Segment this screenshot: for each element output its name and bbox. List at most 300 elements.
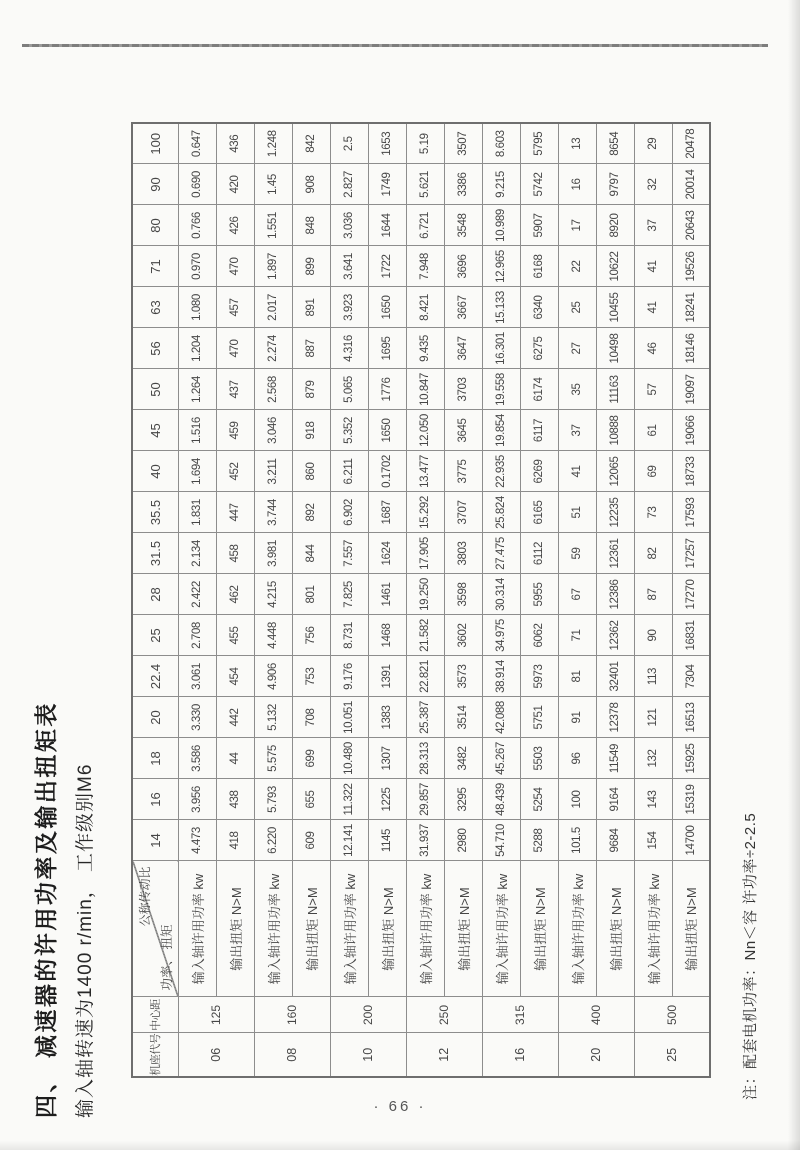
torque-value-cell: 459	[216, 410, 254, 451]
power-value-cell: 91	[558, 697, 596, 738]
torque-value-cell: 3645	[444, 410, 482, 451]
torque-row-label: 输出扭矩 N>M	[596, 861, 634, 997]
torque-value-cell: 470	[216, 328, 254, 369]
power-value-cell: 1.080	[178, 287, 216, 328]
ratio-header-cell: 63	[132, 287, 178, 328]
power-value-cell: 37	[558, 410, 596, 451]
power-value-cell: 3.046	[254, 410, 292, 451]
power-value-cell: 22.935	[482, 451, 520, 492]
torque-value-cell: 1307	[368, 738, 406, 779]
power-value-cell: 143	[634, 779, 672, 820]
power-value-cell: 28.313	[406, 738, 444, 779]
frame-code-cell: 12	[406, 1033, 482, 1077]
torque-value-cell: 11549	[596, 738, 634, 779]
frame-power-row	[254, 123, 292, 1077]
power-value-cell: 29	[634, 123, 672, 164]
power-value-cell: 0.690	[178, 164, 216, 205]
torque-value-cell: 5254	[520, 779, 558, 820]
torque-value-cell: 17593	[672, 492, 710, 533]
power-row-label: 输入轴许用功率 kw	[330, 861, 368, 997]
torque-value-cell: 6165	[520, 492, 558, 533]
power-row-label: 输入轴许用功率 kw	[558, 861, 596, 997]
power-value-cell: 69	[634, 451, 672, 492]
torque-value-cell: 3507	[444, 123, 482, 164]
torque-value-cell: 16831	[672, 615, 710, 656]
power-torque-table	[131, 122, 711, 1078]
power-value-cell: 3.956	[178, 779, 216, 820]
torque-value-cell: 6340	[520, 287, 558, 328]
torque-value-cell: 1391	[368, 656, 406, 697]
torque-value-cell: 1650	[368, 287, 406, 328]
power-value-cell: 3.981	[254, 533, 292, 574]
power-value-cell: 3.330	[178, 697, 216, 738]
power-value-cell: 0.647	[178, 123, 216, 164]
torque-row-label: 输出扭矩 N>M	[368, 861, 406, 997]
power-value-cell: 48.439	[482, 779, 520, 820]
power-row-label: 输入轴许用功率 kw	[406, 861, 444, 997]
power-value-cell: 19.250	[406, 574, 444, 615]
power-value-cell: 0.766	[178, 205, 216, 246]
torque-value-cell: 18241	[672, 287, 710, 328]
power-value-cell: 113	[634, 656, 672, 697]
torque-value-cell: 462	[216, 574, 254, 615]
torque-value-cell: 20643	[672, 205, 710, 246]
frame-power-row	[406, 123, 444, 1077]
torque-value-cell: 3647	[444, 328, 482, 369]
power-value-cell: 57	[634, 369, 672, 410]
power-value-cell: 1.264	[178, 369, 216, 410]
power-value-cell: 15.133	[482, 287, 520, 328]
torque-value-cell: 6168	[520, 246, 558, 287]
power-value-cell: 6.721	[406, 205, 444, 246]
torque-value-cell: 756	[292, 615, 330, 656]
power-value-cell: 37	[634, 205, 672, 246]
torque-value-cell: 16513	[672, 697, 710, 738]
power-value-cell: 38.914	[482, 656, 520, 697]
power-value-cell: 4.316	[330, 328, 368, 369]
power-value-cell: 9.176	[330, 656, 368, 697]
center-distance-cell: 500	[634, 997, 710, 1033]
frame-power-row	[330, 123, 368, 1077]
power-value-cell: 2.568	[254, 369, 292, 410]
ratio-header-cell: 22.4	[132, 656, 178, 697]
ratio-header-cell: 20	[132, 697, 178, 738]
power-value-cell: 16	[558, 164, 596, 205]
power-value-cell: 3.211	[254, 451, 292, 492]
corner-power-torque-label: 功率、 扭矩	[159, 924, 174, 991]
power-value-cell: 3.744	[254, 492, 292, 533]
torque-value-cell: 14700	[672, 820, 710, 861]
power-value-cell: 71	[558, 615, 596, 656]
power-value-cell: 10.480	[330, 738, 368, 779]
torque-value-cell: 447	[216, 492, 254, 533]
ratio-header-cell: 16	[132, 779, 178, 820]
torque-value-cell: 860	[292, 451, 330, 492]
power-value-cell: 11.322	[330, 779, 368, 820]
torque-value-cell: 18733	[672, 451, 710, 492]
power-row-label: 输入轴许用功率 kw	[634, 861, 672, 997]
torque-value-cell: 1650	[368, 410, 406, 451]
table-head	[132, 123, 178, 1077]
power-value-cell: 2.017	[254, 287, 292, 328]
torque-value-cell: 5907	[520, 205, 558, 246]
torque-value-cell: 437	[216, 369, 254, 410]
power-value-cell: 25	[558, 287, 596, 328]
power-value-cell: 5.132	[254, 697, 292, 738]
power-value-cell: 8.731	[330, 615, 368, 656]
torque-value-cell: 3295	[444, 779, 482, 820]
torque-value-cell: 8920	[596, 205, 634, 246]
power-value-cell: 9.215	[482, 164, 520, 205]
power-row-label: 输入轴许用功率 kw	[178, 861, 216, 997]
torque-value-cell: 655	[292, 779, 330, 820]
power-value-cell: 41	[558, 451, 596, 492]
torque-value-cell: 15925	[672, 738, 710, 779]
torque-value-cell: 9164	[596, 779, 634, 820]
power-value-cell: 3.641	[330, 246, 368, 287]
torque-value-cell: 879	[292, 369, 330, 410]
power-value-cell: 41	[634, 246, 672, 287]
power-value-cell: 42.088	[482, 697, 520, 738]
torque-value-cell: 891	[292, 287, 330, 328]
page-subtitle: 输入轴转速为1400 r/min， 工作级别M6	[75, 763, 96, 1118]
power-value-cell: 4.448	[254, 615, 292, 656]
torque-value-cell: 19526	[672, 246, 710, 287]
power-value-cell: 1.516	[178, 410, 216, 451]
power-value-cell: 7.557	[330, 533, 368, 574]
torque-value-cell: 3707	[444, 492, 482, 533]
power-value-cell: 5.19	[406, 123, 444, 164]
power-value-cell: 2.134	[178, 533, 216, 574]
torque-value-cell: 6174	[520, 369, 558, 410]
ratio-header-cell: 50	[132, 369, 178, 410]
torque-value-cell: 2980	[444, 820, 482, 861]
torque-value-cell: 44	[216, 738, 254, 779]
center-distance-cell: 125	[178, 997, 254, 1033]
torque-value-cell: 6269	[520, 451, 558, 492]
corner-cell	[132, 861, 178, 997]
torque-value-cell: 1644	[368, 205, 406, 246]
torque-value-cell: 699	[292, 738, 330, 779]
torque-value-cell: 5955	[520, 574, 558, 615]
power-value-cell: 3.061	[178, 656, 216, 697]
power-value-cell: 4.215	[254, 574, 292, 615]
ratio-header-cell: 71	[132, 246, 178, 287]
ratio-header-cell: 90	[132, 164, 178, 205]
torque-value-cell: 12362	[596, 615, 634, 656]
torque-value-cell: 15319	[672, 779, 710, 820]
power-value-cell: 1.897	[254, 246, 292, 287]
power-value-cell: 5.065	[330, 369, 368, 410]
power-value-cell: 6.220	[254, 820, 292, 861]
frame-code-cell: 25	[634, 1033, 710, 1077]
torque-value-cell: 1776	[368, 369, 406, 410]
power-value-cell: 27	[558, 328, 596, 369]
torque-value-cell: 32401	[596, 656, 634, 697]
torque-value-cell: 10498	[596, 328, 634, 369]
power-value-cell: 1.248	[254, 123, 292, 164]
torque-value-cell: 1383	[368, 697, 406, 738]
torque-value-cell: 899	[292, 246, 330, 287]
torque-value-cell: 1468	[368, 615, 406, 656]
power-value-cell: 1.551	[254, 205, 292, 246]
torque-value-cell: 1225	[368, 779, 406, 820]
torque-value-cell: 1624	[368, 533, 406, 574]
power-row-label: 输入轴许用功率 kw	[482, 861, 520, 997]
power-value-cell: 13	[558, 123, 596, 164]
torque-row-label: 输出扭矩 N>M	[672, 861, 710, 997]
torque-value-cell: 908	[292, 164, 330, 205]
torque-row-label: 输出扭矩 N>M	[216, 861, 254, 997]
torque-value-cell: 19097	[672, 369, 710, 410]
ratio-header-cell: 40	[132, 451, 178, 492]
table-header-row	[132, 123, 178, 1077]
frame-power-row	[178, 123, 216, 1077]
torque-value-cell: 418	[216, 820, 254, 861]
power-value-cell: 1.45	[254, 164, 292, 205]
torque-value-cell: 609	[292, 820, 330, 861]
torque-value-cell: 3573	[444, 656, 482, 697]
torque-value-cell: 753	[292, 656, 330, 697]
power-value-cell: 7.948	[406, 246, 444, 287]
power-value-cell: 15.292	[406, 492, 444, 533]
ratio-header-cell: 28	[132, 574, 178, 615]
frame-code-header: 机座代号	[132, 1033, 178, 1077]
center-distance-cell: 160	[254, 997, 330, 1033]
power-value-cell: 3.036	[330, 205, 368, 246]
torque-value-cell: 438	[216, 779, 254, 820]
table-body	[178, 123, 710, 1077]
frame-power-row	[558, 123, 596, 1077]
torque-value-cell: 844	[292, 533, 330, 574]
power-value-cell: 6.211	[330, 451, 368, 492]
torque-value-cell: 892	[292, 492, 330, 533]
power-value-cell: 87	[634, 574, 672, 615]
footnote: 注：配套电机功率：Nn＜容 许功率÷2-2.5	[742, 812, 759, 1100]
power-value-cell: 2.827	[330, 164, 368, 205]
power-value-cell: 25.387	[406, 697, 444, 738]
frame-power-row	[482, 123, 520, 1077]
torque-value-cell: 20014	[672, 164, 710, 205]
power-value-cell: 22.821	[406, 656, 444, 697]
power-value-cell: 5.621	[406, 164, 444, 205]
torque-value-cell: 442	[216, 697, 254, 738]
frame-torque-row	[672, 123, 710, 1077]
center-distance-cell: 200	[330, 997, 406, 1033]
power-value-cell: 7.825	[330, 574, 368, 615]
torque-value-cell: 5973	[520, 656, 558, 697]
torque-value-cell: 436	[216, 123, 254, 164]
torque-value-cell: 426	[216, 205, 254, 246]
power-value-cell: 29.857	[406, 779, 444, 820]
frame-torque-row	[520, 123, 558, 1077]
torque-value-cell: 6117	[520, 410, 558, 451]
torque-value-cell: 1461	[368, 574, 406, 615]
torque-value-cell: 458	[216, 533, 254, 574]
power-value-cell: 13.477	[406, 451, 444, 492]
ratio-header-cell: 31.5	[132, 533, 178, 574]
power-value-cell: 73	[634, 492, 672, 533]
power-value-cell: 59	[558, 533, 596, 574]
torque-value-cell: 1145	[368, 820, 406, 861]
center-distance-cell: 315	[482, 997, 558, 1033]
power-value-cell: 12.050	[406, 410, 444, 451]
power-value-cell: 4.473	[178, 820, 216, 861]
page-title: 四、 减速器的许用功率及输出扭矩表	[33, 701, 59, 1118]
power-value-cell: 35	[558, 369, 596, 410]
torque-value-cell: 1722	[368, 246, 406, 287]
torque-value-cell: 17270	[672, 574, 710, 615]
torque-value-cell: 842	[292, 123, 330, 164]
power-value-cell: 67	[558, 574, 596, 615]
torque-value-cell: 420	[216, 164, 254, 205]
power-value-cell: 61	[634, 410, 672, 451]
power-value-cell: 19.854	[482, 410, 520, 451]
torque-value-cell: 1653	[368, 123, 406, 164]
power-value-cell: 30.314	[482, 574, 520, 615]
power-value-cell: 2.422	[178, 574, 216, 615]
power-value-cell: 25.824	[482, 492, 520, 533]
frame-power-row	[634, 123, 672, 1077]
torque-value-cell: 5503	[520, 738, 558, 779]
power-value-cell: 2.5	[330, 123, 368, 164]
torque-value-cell: 3386	[444, 164, 482, 205]
center-distance-cell: 250	[406, 997, 482, 1033]
torque-value-cell: 5742	[520, 164, 558, 205]
torque-value-cell: 20478	[672, 123, 710, 164]
ratio-header-cell: 56	[132, 328, 178, 369]
torque-value-cell: 3514	[444, 697, 482, 738]
torque-value-cell: 8654	[596, 123, 634, 164]
power-value-cell: 5.575	[254, 738, 292, 779]
torque-value-cell: 10888	[596, 410, 634, 451]
power-value-cell: 31.937	[406, 820, 444, 861]
torque-value-cell: 12378	[596, 697, 634, 738]
torque-value-cell: 7304	[672, 656, 710, 697]
power-value-cell: 96	[558, 738, 596, 779]
power-value-cell: 101.5	[558, 820, 596, 861]
power-value-cell: 1.831	[178, 492, 216, 533]
torque-value-cell: 708	[292, 697, 330, 738]
torque-value-cell: 19066	[672, 410, 710, 451]
torque-value-cell: 9797	[596, 164, 634, 205]
power-value-cell: 17.905	[406, 533, 444, 574]
torque-value-cell: 457	[216, 287, 254, 328]
power-value-cell: 0.970	[178, 246, 216, 287]
torque-value-cell: 10622	[596, 246, 634, 287]
frame-code-cell: 10	[330, 1033, 406, 1077]
power-value-cell: 12.141	[330, 820, 368, 861]
power-value-cell: 90	[634, 615, 672, 656]
power-value-cell: 16.301	[482, 328, 520, 369]
torque-value-cell: 12386	[596, 574, 634, 615]
power-value-cell: 34.975	[482, 615, 520, 656]
power-value-cell: 10.051	[330, 697, 368, 738]
frame-torque-row	[596, 123, 634, 1077]
center-distance-cell: 400	[558, 997, 634, 1033]
corner-ratio-label: 公称传动比	[138, 866, 152, 927]
scan-top-rule	[22, 44, 768, 47]
torque-value-cell: 801	[292, 574, 330, 615]
power-value-cell: 21.582	[406, 615, 444, 656]
torque-value-cell: 454	[216, 656, 254, 697]
power-value-cell: 3.923	[330, 287, 368, 328]
power-value-cell: 12.965	[482, 246, 520, 287]
power-value-cell: 132	[634, 738, 672, 779]
torque-value-cell: 3803	[444, 533, 482, 574]
ratio-header-cell: 100	[132, 123, 178, 164]
frame-code-cell: 20	[558, 1033, 634, 1077]
torque-value-cell: 6062	[520, 615, 558, 656]
torque-value-cell: 17257	[672, 533, 710, 574]
frame-torque-row	[444, 123, 482, 1077]
torque-value-cell: 3696	[444, 246, 482, 287]
torque-value-cell: 12235	[596, 492, 634, 533]
power-value-cell: 8.603	[482, 123, 520, 164]
torque-value-cell: 5751	[520, 697, 558, 738]
torque-value-cell: 470	[216, 246, 254, 287]
power-value-cell: 17	[558, 205, 596, 246]
power-value-cell: 2.708	[178, 615, 216, 656]
ratio-header-cell: 45	[132, 410, 178, 451]
power-value-cell: 4.906	[254, 656, 292, 697]
ratio-header-cell: 18	[132, 738, 178, 779]
ratio-header-cell: 35.5	[132, 492, 178, 533]
torque-value-cell: 0.1702	[368, 451, 406, 492]
torque-row-label: 输出扭矩 N>M	[292, 861, 330, 997]
torque-value-cell: 6112	[520, 533, 558, 574]
torque-value-cell: 5795	[520, 123, 558, 164]
torque-row-label: 输出扭矩 N>M	[520, 861, 558, 997]
power-value-cell: 9.435	[406, 328, 444, 369]
power-value-cell: 19.558	[482, 369, 520, 410]
power-value-cell: 82	[634, 533, 672, 574]
torque-value-cell: 5288	[520, 820, 558, 861]
torque-value-cell: 3703	[444, 369, 482, 410]
rotated-content	[28, 108, 768, 1118]
ratio-header-cell: 14	[132, 820, 178, 861]
power-value-cell: 41	[634, 287, 672, 328]
power-value-cell: 46	[634, 328, 672, 369]
power-value-cell: 54.710	[482, 820, 520, 861]
power-value-cell: 27.475	[482, 533, 520, 574]
power-value-cell: 5.793	[254, 779, 292, 820]
power-value-cell: 8.421	[406, 287, 444, 328]
power-value-cell: 10.989	[482, 205, 520, 246]
power-value-cell: 1.204	[178, 328, 216, 369]
ratio-header-cell: 25	[132, 615, 178, 656]
power-value-cell: 10.847	[406, 369, 444, 410]
power-value-cell: 32	[634, 164, 672, 205]
torque-value-cell: 18146	[672, 328, 710, 369]
torque-value-cell: 455	[216, 615, 254, 656]
torque-value-cell: 3775	[444, 451, 482, 492]
power-value-cell: 100	[558, 779, 596, 820]
frame-code-cell: 08	[254, 1033, 330, 1077]
torque-value-cell: 452	[216, 451, 254, 492]
frame-torque-row	[216, 123, 254, 1077]
frame-code-cell: 06	[178, 1033, 254, 1077]
power-value-cell: 5.352	[330, 410, 368, 451]
torque-value-cell: 848	[292, 205, 330, 246]
power-value-cell: 51	[558, 492, 596, 533]
torque-row-label: 输出扭矩 N>M	[444, 861, 482, 997]
power-value-cell: 81	[558, 656, 596, 697]
power-value-cell: 154	[634, 820, 672, 861]
power-value-cell: 2.274	[254, 328, 292, 369]
torque-value-cell: 1687	[368, 492, 406, 533]
torque-value-cell: 3602	[444, 615, 482, 656]
